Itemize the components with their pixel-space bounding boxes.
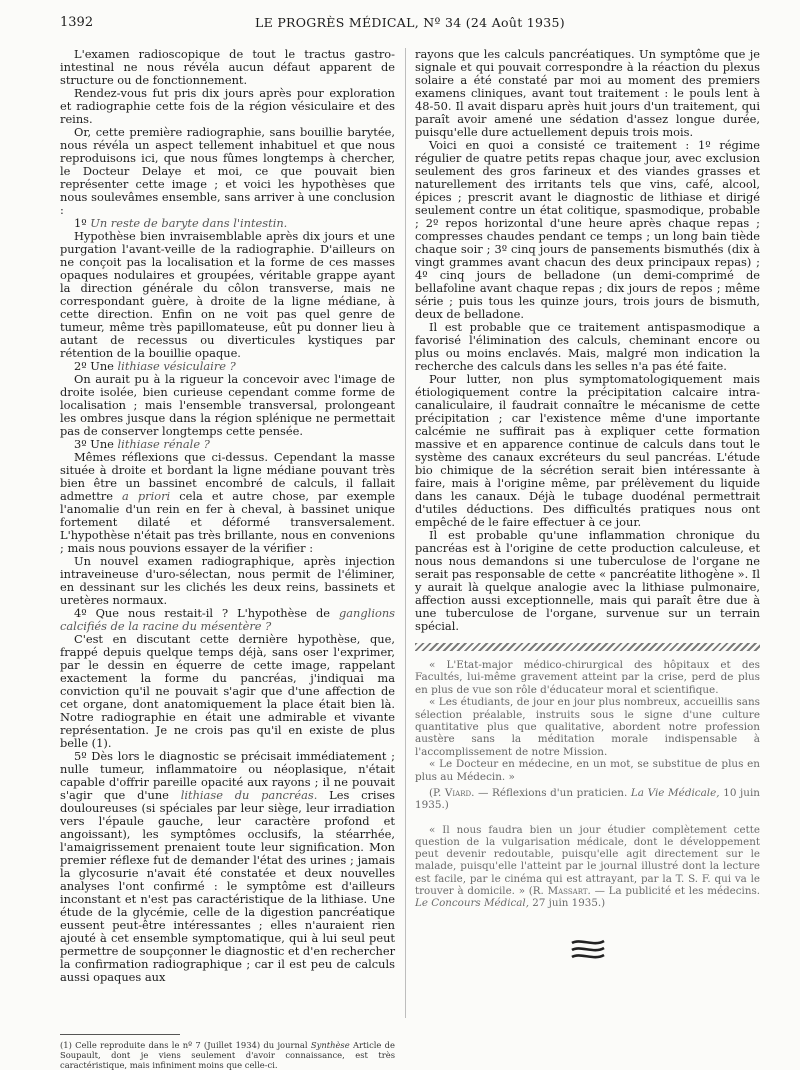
heading-number: 1º xyxy=(74,216,87,230)
journal-title: La Vie Médicale, xyxy=(630,787,720,800)
text-run: (1) Celle reproduite dans le nº 7 (Juillet 1934) du journal xyxy=(60,1040,308,1050)
paragraph: Rendez-vous fut pris dix jours après pour exploration et radiographie cette fois de la région vésiculaire et des reins. xyxy=(60,86,395,126)
paragraph: Hypothèse bien invraisemblable après dix jours et une purgation l'avant-veille de la radiographie. D'ailleurs on ne conçoit pas la localisation et la forme de ces masses opaques nodulaires et groupées, véritable grappe ayant la direction générale du côlon transverse, mais ne correspondant guère, à droite de la ligne médiane, à cette direction. Enfin on ne voit pas quel genre de tumeur, même très papillomateuse, eût pu donner lieu à autant de recessus ou diverticules kystiques par rétention de la bouillie opaque. xyxy=(60,229,395,360)
author-name: Viard. xyxy=(444,787,475,800)
paragraph: On aurait pu à la rigueur la concevoir avec l'image de droite isolée, bien curieuse cependant comme forme de localisation ; mais l'ensemble transversal, prolongeant les ombres jusque dans la région splénique ne permettait pas de conserver longtemps cette pensée. xyxy=(60,372,395,438)
decorative-ornament-rule xyxy=(415,643,760,651)
text-run: 27 juin 1935.) xyxy=(532,897,606,910)
journal-title: Synthèse xyxy=(310,1040,350,1050)
text-run: (P. xyxy=(429,787,442,800)
hypothesis-4-heading xyxy=(60,607,395,633)
paragraph: Un nouvel examen radiographique, après injection intraveineuse d'uro-sélectan, nous permit de l'éliminer, en dessinant sur les clichés les deux reins, bassinets et uretères normaux. xyxy=(60,554,395,607)
quote-note xyxy=(415,824,760,909)
paragraph: L'examen radioscopique de tout le tractus gastro-intestinal ne nous révéla aucun défaut apparent de structure ou de fonctionnement. xyxy=(60,47,395,87)
heading-title: lithiase rénale ? xyxy=(117,437,210,451)
paragraph: Voici en quoi a consisté ce traitement : 1º régime régulier de quatre petits repas chaque jour, avec exclusion seulement des gros farineux et des viandes grasses et naturellement des irritants tels que vins, café, alcool, épices ; prescrit avant le diagnostic de lithiase et dirigé seulement contre un état colitique, spasmodique, probable ; 2º repos horizontal d'une heure après chaque repas ; compresses chaudes pendant ce temps ; un long bain tiède chaque soir ; 3º cinq jours de pansements bismuthés (dix à vingt grammes avant chacun des deux principaux repas) ; 4º cinq jours de belladone (un demi-comprimé de bellafoline avant chaque repas ; dix jours de repos ; même série ; puis tous les quinze jours, trois jours de bismuth, deux de belladone. xyxy=(415,138,760,321)
text-run: Les crises douloureuses (si spéciales par leur siège, leur irradiation vers l'épaule gauche, leur caractère profond et angoissant), les symptômes occlusifs, la stéarrhée, l'amaigrissement prenaient toute leur signification. Mon premier réflexe fut de demander l'état des urines ; jamais la glycosurie n'avait été constatée et deux nouvelles analyses l'ont confirmé : le symptôme est d'ailleurs inconstant et n'est pas caractéristique de la lithiase. Une étude de la glycémie, celle de la digestion pancréatique eussent peut-être intéressantes ; elles n'auraient rien ajouté à cet ensemble symptomatique, qui à lui seul peut permettre de soupçonner le diagnostic et d'en rechercher la confirmation radiographique ; car il est peu de calculs aussi opaques aux xyxy=(60,788,396,984)
heading-number: 3º Une xyxy=(74,437,114,451)
left-column xyxy=(60,48,395,984)
text-run: — Réflexions d'un praticien. xyxy=(478,787,628,800)
text-run: cela et autre chose, par exemple l'anomalie d'un rein en fer à cheval, à bassinet unique fortement dilaté et déformé transversalement. L'hypothèse n'était pas très brillante, nous en convenions ; mais nous pouvions essayer de la vérifier : xyxy=(60,489,395,555)
quote-paragraph: « Les étudiants, de jour en jour plus nombreux, accueillis sans sélection préalable, instruits sous le signe d'une culture quantitative plus que qualitative, abordent notre profession austère sans la méditation morale indispensable à l'accomplissement de notre Mission. xyxy=(415,696,760,758)
text-run: Mêmes réflexions que ci-dessus. Cependant la masse située à droite et bordant la ligne médiane pouvant très bien être un bassinet encombré de calculs, il fallait admettre xyxy=(60,450,395,503)
quote-block xyxy=(415,659,760,812)
paragraph: Or, cette première radiographie, sans bouillie barytée, nous révéla un aspect tellement inhabituel et que nous reproduisons ici, que nous fûmes longtemps à chercher, le Docteur Delaye et moi, ce que pouvait bien représenter cette image ; et voici les hypothèses que nous soulevâmes ensemble, sans arriver à une conclusion : xyxy=(60,125,395,217)
right-column xyxy=(415,48,760,965)
paragraph xyxy=(60,451,395,555)
page-number: 1392 xyxy=(60,15,94,30)
author-name: Massart. xyxy=(547,884,591,897)
footnote-rule xyxy=(60,1034,180,1035)
text-run: 4º Que nous restait-il ? L'hypothèse de xyxy=(74,606,330,620)
page-header xyxy=(60,15,760,35)
paragraph: C'est en discutant cette dernière hypothèse, que, frappé depuis quelque temps déjà, sans oser l'exprimer, par le dessin en équerre de cette image, rappelant exactement la forme du pancréas, j'indiquai ma conviction qu'il ne pouvait s'agir que d'une affection de cet organe, dont anatomiquement la place était bien là. Notre radiographie en était une admirable et vivante représentation. Je ne crois pas qu'il en existe de plus belle (1). xyxy=(60,632,395,750)
quote-paragraph: « L'Etat-major médico-chirurgical des hôpitaux et des Facultés, lui-même gravement atteint par la crise, perd de plus en plus de vue son rôle d'éducateur moral et scientifique. xyxy=(415,659,760,696)
italic-run: a priori xyxy=(122,489,171,503)
quote-paragraph xyxy=(415,824,760,909)
paragraph: Il est probable qu'une inflammation chronique du pancréas est à l'origine de cette production calculeuse, et nous nous demandons si une tuberculose de l'organe ne serait pas responsable de cette « pancréatite lithogène ». Il y aurait là quelque analogie avec la lithiase pulmonaire, affection aussi exceptionnelle, mais qui paraît être due à une tuberculose de l'organe, survenue sur un terrain spécial. xyxy=(415,528,760,633)
text-run: 10 juin 1935.) xyxy=(415,787,760,812)
publisher-squiggle-mark-icon xyxy=(568,935,608,965)
italic-run: lithiase du pancréas. xyxy=(180,788,318,802)
column-divider xyxy=(405,48,406,1018)
quote-paragraph: « Le Docteur en médecine, en un mot, se substitue de plus en plus au Médecin. » xyxy=(415,758,760,783)
text-run: Article de Soupault, dont je viens seulement d'avoir connaissance, est très caractéristique, mais infiniment moins que celle-ci. xyxy=(60,1040,395,1070)
footnote xyxy=(60,1040,395,1070)
heading-title: ganglions calcifiés de la racine du mésentère ? xyxy=(60,606,396,633)
heading-number: 2º Une xyxy=(74,359,114,373)
text-run: — La publicité et les médecins. xyxy=(594,884,761,897)
paragraph: rayons que les calculs pancréatiques. Un symptôme que je signale et qui pouvait correspondre à la réaction du plexus solaire a été constaté par moi au moment des premiers examens cliniques, avant tout traitement : le pouls lent à 48-50. Il avait disparu après huit jours d'un traitement, qui paraît avoir amené une sédation d'assez longue durée, puisqu'elle dure actuellement depuis trois mois. xyxy=(415,47,760,139)
quote-attribution xyxy=(415,787,760,812)
running-title: LE PROGRÈS MÉDICAL, Nº 34 (24 Août 1935) xyxy=(255,15,565,30)
text-run: 5º Dès lors le diagnostic se précisait immédiatement ; nulle tumeur, inflammatoire ou néoplasique, n'était capable d'offrir pareille opacité aux rayons ; il ne pouvait s'agir que d'une xyxy=(60,749,395,802)
text-run: « Il nous faudra bien un jour étudier complètement cette question de la vulgarisation médicale, dont le développement peut devenir redoutable, puisqu'elle agit directement sur le malade, puisqu'elle l'atteint par le journal illustré dont la lecture est facile, par le cinéma qui est attrayant, par la T. S. F. qui va le trouver à domicile. » (R. xyxy=(415,823,760,897)
journal-title: Le Concours Médical, xyxy=(415,897,529,910)
heading-title: Un reste de baryte dans l'intestin. xyxy=(90,216,288,230)
paragraph xyxy=(60,750,395,984)
heading-title: lithiase vésiculaire ? xyxy=(117,359,236,373)
paragraph: Il est probable que ce traitement antispasmodique a favorisé l'élimination des calculs, cheminant encore ou plus ou moins enclavés. Mais, malgré mon indication la recherche des calculs dans les selles n'a pas été faite. xyxy=(415,320,760,373)
paragraph: Pour lutter, non plus symptomatologiquement mais étiologiquement contre la précipitation calcaire intra-canaliculaire, il faudrait connaître le mécanisme de cette précipitation ; car l'existence même d'une importante calcémie ne suffirait pas à expliquer cette formation massive et en apparence continue de calculs dans tout le système des canaux excréteurs du seul pancréas. L'étude bio chimique de la sécrétion serait bien intéressante à faire, mais à l'origine même, par prélèvement du liquide dans les canaux. Déjà le tubage duodénal permettrait d'utiles déductions. Des difficultés pratiques nous ont empêché de le faire effectuer à ce jour. xyxy=(415,372,760,529)
